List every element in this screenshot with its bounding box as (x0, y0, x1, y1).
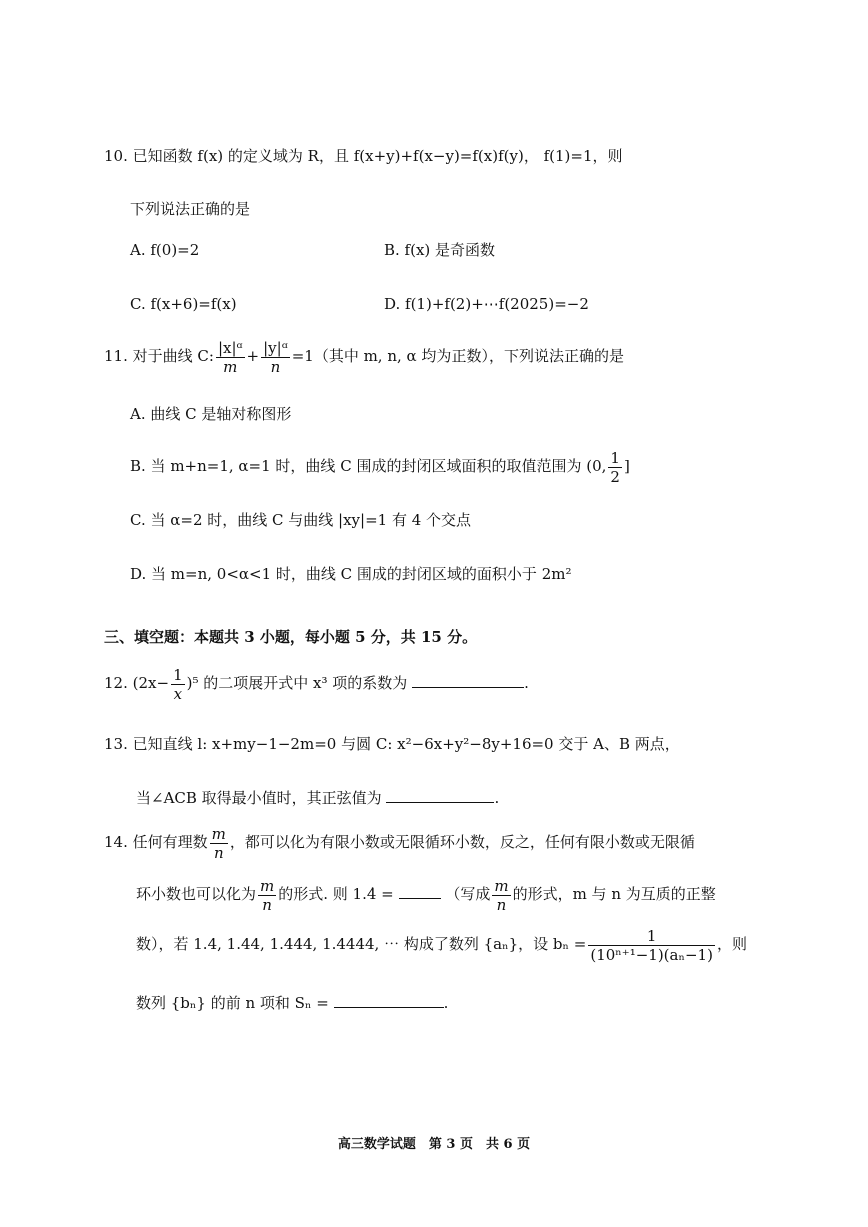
q14-frac1-den: n (213, 843, 224, 862)
q11-option-b-post: ] (623, 457, 630, 475)
q14-l1-post: ，都可以化为有限小数或无限循环小数，反之，任何有限小数或无限循 (229, 833, 695, 851)
q11-frac1-num: |x|ᵅ (217, 338, 243, 357)
q13-end: . (494, 789, 500, 807)
q13-number: 13. (104, 735, 128, 753)
q13-stem: 已知直线 l: x+my−1−2m=0 与圆 C: x²−6x+y²−8y+16=0 交于 A、B 两点， (132, 735, 680, 753)
q14-end: . (443, 994, 449, 1012)
q14-bn-num: 1 (588, 927, 715, 946)
q14-line3 (136, 924, 747, 964)
q14-l1-pre: 任何有理数 (132, 833, 208, 851)
q11-option-c: C. 当 α=2 时，曲线 C 与曲线 |xy|=1 有 4 个交点 (130, 511, 472, 529)
q14-answer-blank-1[interactable] (399, 884, 441, 899)
q14-fraction-2 (258, 877, 276, 914)
q10-option-c: C. f(x+6)=f(x) (130, 295, 237, 313)
q14-l3-post: ，则 (716, 935, 747, 953)
q11-option-a: A. 曲线 C 是轴对称图形 (130, 405, 292, 423)
q11-stem-post: =1（其中 m, n, α 均为正数），下列说法正确的是 (291, 347, 624, 365)
q13-line2 (136, 788, 499, 808)
q11-fraction-x (216, 339, 245, 376)
q14-l2-post: 的形式，m 与 n 为互质的正整 (512, 885, 716, 903)
q11-plus: + (246, 347, 260, 365)
q14-frac2-den: n (262, 895, 272, 914)
q10-line2: 下列说法正确的是 (130, 200, 251, 218)
q14-line1 (104, 822, 695, 862)
q14-fraction-1 (210, 825, 228, 862)
q11-option-b-pre: B. 当 m+n=1, α=1 时，曲线 C 围成的封闭区域面积的取值范围为 (0, (130, 457, 607, 475)
q14-l2-pre: 环小数也可以化为 (136, 885, 257, 903)
q14-l2-mid2: （写成 (445, 885, 491, 903)
q14-fraction-3 (492, 877, 510, 914)
section-3-heading: 三、填空题：本题共 3 小题，每小题 5 分，共 15 分。 (104, 628, 478, 646)
q14-answer-blank-2[interactable] (334, 993, 444, 1008)
q14-frac1-num: m (211, 824, 226, 843)
q14-l3-pre: 数），若 1.4, 1.44, 1.444, 1.4444, ⋯ 构成了数列 {aₙ}，设 bₙ = (136, 935, 587, 953)
q10-option-a: A. f(0)=2 (130, 241, 200, 259)
q11-frac1-den: m (223, 357, 238, 376)
q11-line1 (104, 336, 624, 376)
q11-number: 11. (104, 347, 128, 365)
q14-frac3-num: m (494, 876, 509, 895)
q11-option-b-frac-den: 2 (610, 467, 620, 486)
q12-frac-den: x (173, 684, 183, 703)
q12-frac-num: 1 (173, 665, 183, 684)
q11-fraction-y (261, 339, 290, 376)
q10-line1 (104, 146, 623, 166)
q14-frac2-num: m (260, 876, 275, 895)
q14-l2-mid: 的形式. 则 1.4̇ = (278, 885, 394, 903)
q12-end: . (524, 674, 529, 692)
q10-stem: 已知函数 f(x) 的定义域为 R，且 f(x+y)+f(x−y)=f(x)f(y)， f(1)=1，则 (132, 147, 623, 165)
q10-option-b: B. f(x) 是奇函数 (384, 241, 496, 259)
q12-answer-blank[interactable] (412, 673, 524, 688)
q14-number: 14. (104, 833, 128, 851)
q12-number: 12. (104, 674, 128, 692)
q14-frac3-den: n (496, 895, 507, 914)
q12-post: )⁵ 的二项展开式中 x³ 项的系数为 (186, 674, 408, 692)
q13-answer-blank[interactable] (386, 788, 494, 803)
q13-stem-2: 当∠ACB 取得最小值时，其正弦值为 (136, 789, 382, 807)
q11-frac2-num: |y|ᵅ (263, 338, 288, 357)
q10-number: 10. (104, 147, 128, 165)
page-footer: 高三数学试题 第 3 页 共 6 页 (337, 1137, 531, 1152)
q11-stem-pre: 对于曲线 C: (132, 347, 214, 365)
q11-frac2-den: n (270, 357, 281, 376)
q12-pre: (2x− (132, 674, 170, 692)
q11-option-b-frac-num: 1 (610, 448, 620, 467)
q13-line1 (104, 734, 680, 754)
q10-option-d: D. f(1)+f(2)+⋯f(2025)=−2 (384, 295, 589, 313)
q14-bn-den: (10ⁿ⁺¹−1)(aₙ−1) (590, 945, 713, 964)
q11-option-b-fraction (608, 449, 622, 486)
q14-line2 (136, 874, 716, 914)
q12-fraction (171, 666, 185, 703)
q11-option-b (130, 446, 630, 486)
q12-line (104, 663, 529, 703)
q14-fraction-bn (588, 927, 715, 964)
q11-option-d: D. 当 m=n, 0<α<1 时，曲线 C 围成的封闭区域的面积小于 2m² (130, 565, 572, 583)
q14-line4 (136, 993, 448, 1013)
q14-l4: 数列 {bₙ} 的前 n 项和 Sₙ = (136, 994, 329, 1012)
